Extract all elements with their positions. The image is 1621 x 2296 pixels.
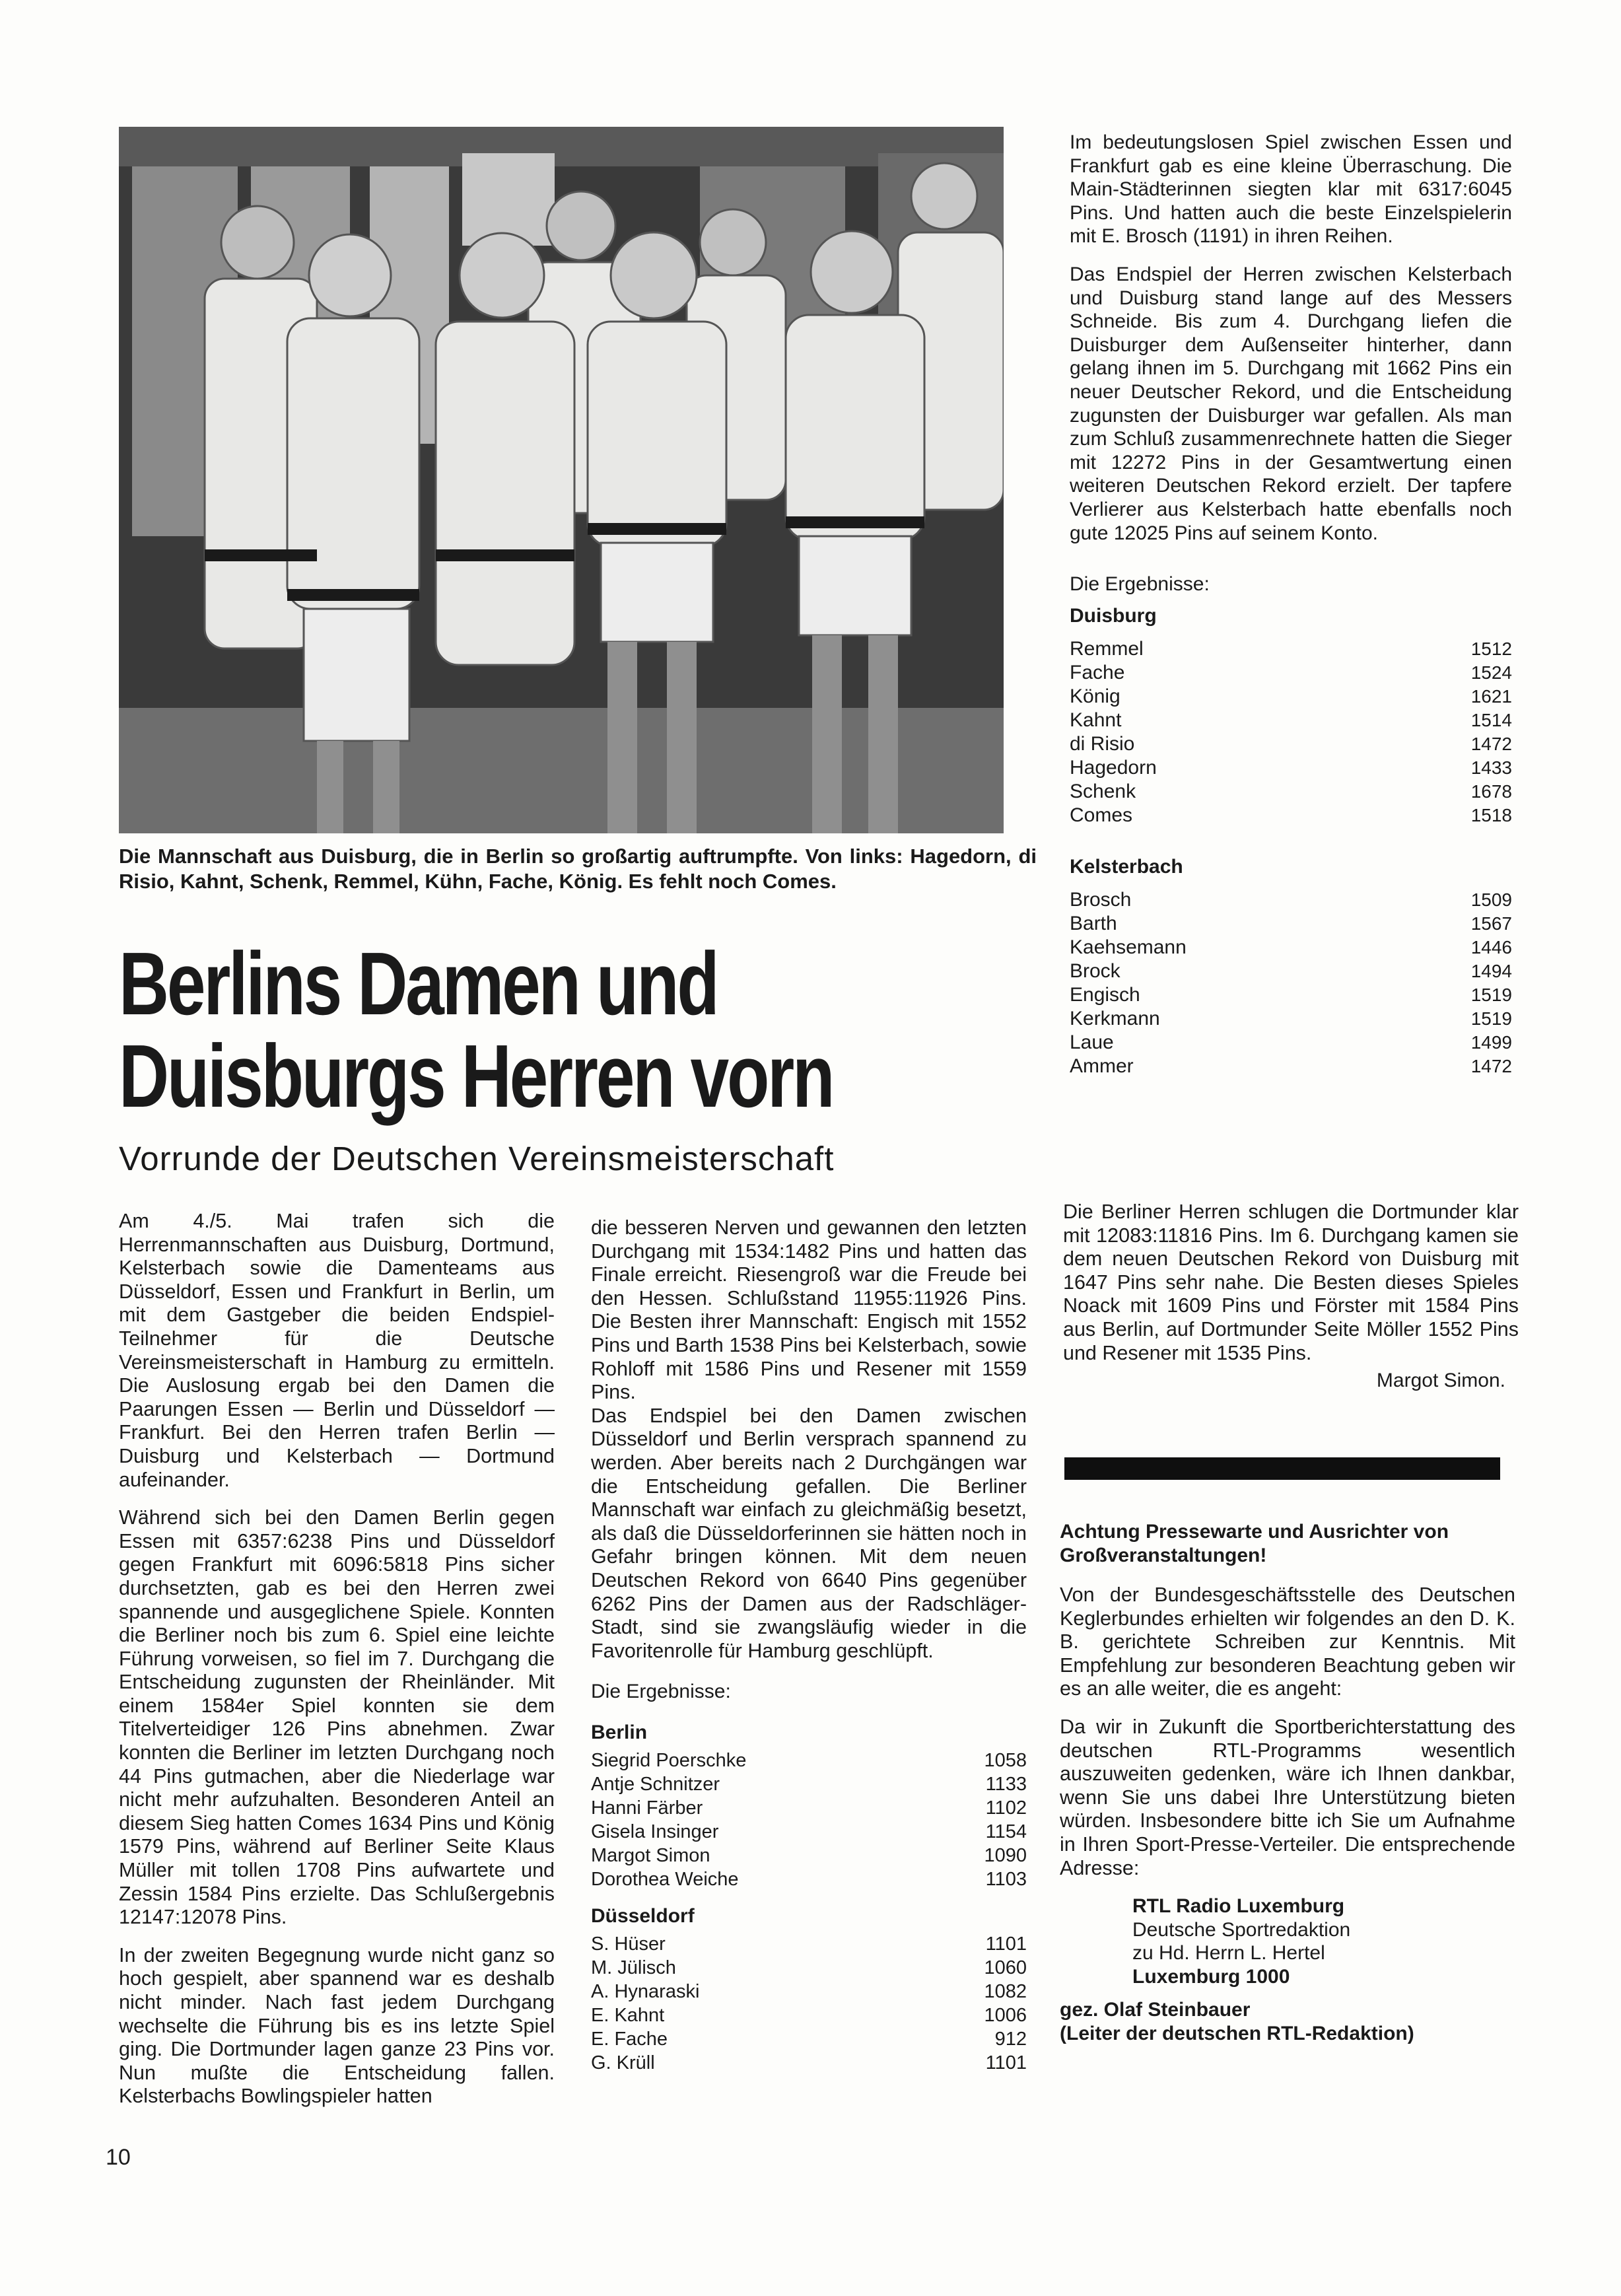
results-heading: Die Ergebnisse: — [1070, 573, 1210, 596]
player-pins: 1446 — [1470, 937, 1512, 958]
player-name: Laue — [1070, 1031, 1114, 1054]
result-row — [1070, 756, 1512, 780]
player-pins: 1524 — [1470, 662, 1512, 683]
subheadline: Vorrunde der Deutschen Vereinsmeisterschaft — [119, 1140, 835, 1177]
paragraph: Am 4./5. Mai trafen sich die Herrenmannschaften aus Duisburg, Dortmund, Kelsterbach sowie die Damenteams aus Düsseldorf, Essen und Frankfurt in Berlin, um mit dem Gastgeber die beiden Endspiel-Teilnehmer für die Deutsche Vereinsmeisterschaft in Hamburg zu ermitteln. Die Auslosung ergab bei den Damen die Paarungen Essen — Berlin und Düsseldorf — Frankfurt. Bei den Herren trafen Berlin — Duisburg und Kelsterbach — Dortmund aufeinander. — [119, 1210, 555, 1491]
player-name: Antje Schnitzer — [591, 1774, 720, 1795]
paragraph: Während sich bei den Damen Berlin gegen Essen mit 6357:6238 Pins und Düsseldorf gegen Frankfurt mit 6096:5818 Pins sicher durchsetzten, gab es bei den Herren zwei spannende und ausgeglichene Spiele. Konnten die Berliner noch bis zum 6. Spiel eine leichte Führung vorweisen, so fiel im 7. Durchgang die Entscheidung zugunsten der Rheinländer. Mit einem 1584er Spiel konnten sie dem Titelverteidiger 126 Pins abnehmen. Zwar konnten die Berliner im letzten Durchgang noch 44 Pins gutmachen, aber die Niederlage war nicht mehr aufzuhalten. Besonderen Anteil an diesem Sieg hatten Comes 1634 Pins und König 1579 Pins, während auf Berliner Seite Klaus Müller mit tollen 1708 Pins aufwartete und Zessin 1584 Pins erzielte. Das Schlußergebnis 12147:12078 Pins. — [119, 1506, 555, 1929]
results-list — [1070, 888, 1512, 1078]
result-row — [591, 2051, 1027, 2075]
result-row — [1070, 1055, 1512, 1078]
player-pins: 1519 — [1470, 1008, 1512, 1029]
player-name: Brosch — [1070, 889, 1132, 911]
result-row — [1070, 780, 1512, 804]
player-name: Kaehsemann — [1070, 936, 1187, 959]
address-line: Deutsche Sportredaktion — [1132, 1918, 1351, 1941]
player-name: König — [1070, 685, 1121, 708]
player-name: Comes — [1070, 804, 1133, 827]
player-name: Remmel — [1070, 638, 1144, 660]
result-row — [591, 1956, 1027, 1980]
player-pins: 1082 — [984, 1981, 1027, 2003]
address-line: Luxemburg 1000 — [1132, 1965, 1290, 1988]
right-column-top — [1070, 131, 1512, 1078]
player-pins: 1621 — [1470, 686, 1512, 707]
result-row — [1070, 709, 1512, 732]
team-name: Kelsterbach — [1070, 856, 1183, 878]
result-row — [591, 1749, 1027, 1772]
player-pins: 1472 — [1470, 734, 1512, 755]
page-number: 10 — [106, 2145, 131, 2170]
player-name: E. Fache — [591, 2029, 668, 2050]
photo-caption: Die Mannschaft aus Duisburg, die in Berlin so großartig auftrumpfte. Von links: Hagedorn, di Risio, Kahnt, Schenk, Remmel, Kühn, Fache, König. Es fehlt noch Comes. — [119, 845, 1037, 893]
player-name: Brock — [1070, 960, 1121, 983]
player-pins: 1154 — [985, 1821, 1027, 1843]
player-name: Fache — [1070, 662, 1125, 684]
player-pins: 1472 — [1470, 1056, 1512, 1077]
author: Margot Simon. — [1376, 1370, 1505, 1392]
result-row — [591, 1867, 1027, 1891]
player-pins: 1103 — [985, 1869, 1027, 1891]
player-name: Schenk — [1070, 781, 1136, 803]
result-row — [1070, 661, 1512, 685]
paragraph: die besseren Nerven und gewannen den letzten Durchgang mit 1534:1482 Pins und hatten das Finale erreicht. Riesengroß war die Freude bei den Hessen. Schlußstand 11955:11926 Pins. Die Besten ihrer Mannschaft: Engisch mit 1552 Pins und Barth 1538 Pins bei Kelsterbach, sowie Rohloff mit 1586 Pins und Resener mit 1559 Pins. — [591, 1216, 1027, 1404]
player-name: Hanni Färber — [591, 1797, 703, 1819]
results-heading: Die Ergebnisse: — [591, 1681, 731, 1703]
result-row — [1070, 685, 1512, 709]
paragraph: Das Endspiel bei den Damen zwischen Düsseldorf und Berlin versprach spannend zu werden. Aber bereits nach 2 Durchgängen war die Entscheidung gefallen. Die Berliner Mannschaft war einfach zu gleichmäßig besetzt, als daß die Düsseldorferinnen sie hätten noch in Gefahr bringen können. Mit dem neuen Deutschen Rekord von 6640 Pins gegenüber 6262 Pins der Damen aus der Radschläger-Stadt, sind sie zwangsläufig wieder in die Favoritenrolle für Hamburg geschlüpft. — [591, 1404, 1027, 1662]
player-name: Hagedorn — [1070, 757, 1157, 779]
player-pins: 1006 — [984, 2005, 1027, 2027]
results-list — [591, 1932, 1027, 2075]
article-column-2 — [591, 1216, 1027, 2075]
player-name: Ammer — [1070, 1055, 1134, 1078]
player-name: Barth — [1070, 913, 1117, 935]
result-row — [1070, 1031, 1512, 1055]
result-row — [591, 1844, 1027, 1867]
article-column-1 — [119, 1210, 555, 2108]
result-row — [1070, 959, 1512, 983]
result-row — [1070, 888, 1512, 912]
player-pins: 1519 — [1470, 985, 1512, 1006]
team-photo — [119, 127, 1004, 833]
paragraph: Das Endspiel der Herren zwischen Kelsterbach und Duisburg stand lange auf des Messers Schneide. Bis zum 4. Durchgang liefen die Duisburger dem Außenseiter hinterher, dann gelang ihnen im 5. Durchgang mit 1662 Pins ein neuer Deutscher Rekord, und die Entscheidung zugunsten der Duisburger war gefallen. Als man zum Schluß zusammenrechnete hatten die Sieger mit 12272 Pins in der Gesamtwertung einen weiteren Deutschen Rekord erzielt. Der tapfere Verlierer aus Kelsterbach hatte ebenfalls noch gute 12025 Pins auf seinem Konto. — [1070, 263, 1512, 544]
player-pins: 1512 — [1470, 639, 1512, 660]
player-name: E. Kahnt — [591, 2005, 665, 2027]
player-name: Kerkmann — [1070, 1008, 1160, 1030]
team-name: Berlin — [591, 1722, 648, 1744]
address-line: RTL Radio Luxemburg — [1132, 1895, 1345, 1918]
player-name: Margot Simon — [591, 1845, 710, 1867]
player-pins: 1101 — [985, 2052, 1027, 2074]
result-row — [591, 1980, 1027, 2003]
player-pins: 1567 — [1470, 913, 1512, 934]
paragraph: Da wir in Zukunft die Sportberichterstattung des deutschen RTL-Programms wesentlich auszuweiten gedenken, wäre ich Ihnen dankbar, wenn Sie uns dabei Ihre Unterstützung bieten würden. Insbesondere bitte ich Sie um Aufnahme in Ihren Sport-Presse-Verteiler. Die entsprechende Adresse: — [1060, 1715, 1515, 1879]
result-row — [1070, 804, 1512, 827]
player-name: Dorothea Weiche — [591, 1869, 739, 1891]
result-row — [591, 2003, 1027, 2027]
player-pins: 1514 — [1470, 710, 1512, 731]
player-pins: 1433 — [1470, 757, 1512, 779]
result-row — [591, 2027, 1027, 2051]
result-row — [591, 1772, 1027, 1796]
paragraph: Im bedeutungslosen Spiel zwischen Essen und Frankfurt gab es eine kleine Überraschung. Die Main-Städterinnen siegten klar mit 6317:6045 Pins. Und hatten auch die beste Einzelspielerin mit E. Brosch (1191) in ihren Reihen. — [1070, 131, 1512, 248]
signature-line: (Leiter der deutschen RTL-Redaktion) — [1060, 2022, 1414, 2044]
player-pins: 1499 — [1470, 1032, 1512, 1053]
notice-title: Achtung Pressewarte und Ausrichter von Großveranstaltungen! — [1060, 1521, 1449, 1566]
player-name: Siegrid Poerschke — [591, 1750, 747, 1772]
team-name: Düsseldorf — [591, 1905, 695, 1928]
result-row — [1070, 983, 1512, 1007]
address-line: zu Hd. Herrn L. Hertel — [1132, 1942, 1325, 1965]
player-pins: 1102 — [985, 1797, 1027, 1819]
signature — [1060, 1998, 1515, 2046]
result-row — [1070, 1007, 1512, 1031]
player-pins: 1494 — [1470, 961, 1512, 982]
player-pins: 1058 — [984, 1750, 1027, 1772]
result-row — [591, 1932, 1027, 1956]
address-block — [1132, 1895, 1515, 1988]
team-name: Duisburg — [1070, 605, 1157, 627]
player-pins: 1518 — [1470, 805, 1512, 826]
player-name: Kahnt — [1070, 709, 1122, 732]
player-pins: 1060 — [984, 1957, 1027, 1979]
player-name: di Risio — [1070, 733, 1135, 755]
paragraph: Von der Bundesgeschäftsstelle des Deutschen Keglerbundes erhielten wir folgendes an den D. K. B. gerichtete Schreiben zur Kenntnis. Mit Empfehlung zur besonderen Beachtung geben wir es an alle weiter, die es angeht: — [1060, 1583, 1515, 1700]
results-list — [591, 1749, 1027, 1891]
player-pins: 1133 — [985, 1774, 1027, 1795]
player-pins: 1678 — [1470, 781, 1512, 802]
headline-line: Duisburgs Herren vorn — [119, 1026, 833, 1126]
result-row — [1070, 637, 1512, 661]
player-name: G. Krüll — [591, 2052, 655, 2074]
signature-line: gez. Olaf Steinbauer — [1060, 1998, 1251, 2021]
player-name: Engisch — [1070, 984, 1140, 1006]
headline — [119, 934, 840, 1126]
team-photo-icon — [119, 127, 1004, 833]
player-pins: 1090 — [984, 1845, 1027, 1867]
result-row — [1070, 912, 1512, 936]
player-pins: 912 — [994, 2029, 1027, 2050]
player-pins: 1101 — [985, 1933, 1027, 1955]
result-row — [1070, 936, 1512, 959]
player-name: S. Hüser — [591, 1933, 666, 1955]
paragraph: In der zweiten Begegnung wurde nicht ganz so hoch gespielt, aber spannend war es deshalb nicht minder. Nach fast jedem Durchgang wechselte die Führung bis es ins letzte Spiel ging. Die Dortmunder lagen ganze 23 Pins vor. Nun mußte die Entscheidung fallen. Kelsterbachs Bowlingspieler hatten — [119, 1943, 555, 2108]
player-name: A. Hynaraski — [591, 1981, 700, 2003]
result-row — [591, 1796, 1027, 1820]
notice-box — [1060, 1520, 1515, 2046]
result-row — [591, 1820, 1027, 1844]
results-list — [1070, 637, 1512, 827]
headline-line: Berlins Damen und — [119, 934, 718, 1033]
player-name: M. Jülisch — [591, 1957, 676, 1979]
player-pins: 1509 — [1470, 889, 1512, 911]
divider-bar — [1064, 1457, 1500, 1480]
paragraph: Die Berliner Herren schlugen die Dortmunder klar mit 12083:11816 Pins. Im 6. Durchgang kamen sie dem neuen Deutschen Rekord von Duisburg mit 1647 Pins sehr nahe. Die Besten dieses Spieles Noack mit 1609 Pins und Förster mit 1584 Pins aus Berlin, auf Dortmunder Seite Möller 1552 Pins und Resener mit 1535 Pins. — [1063, 1200, 1519, 1364]
article-column-3 — [1063, 1200, 1519, 1393]
result-row — [1070, 732, 1512, 756]
player-name: Gisela Insinger — [591, 1821, 719, 1843]
